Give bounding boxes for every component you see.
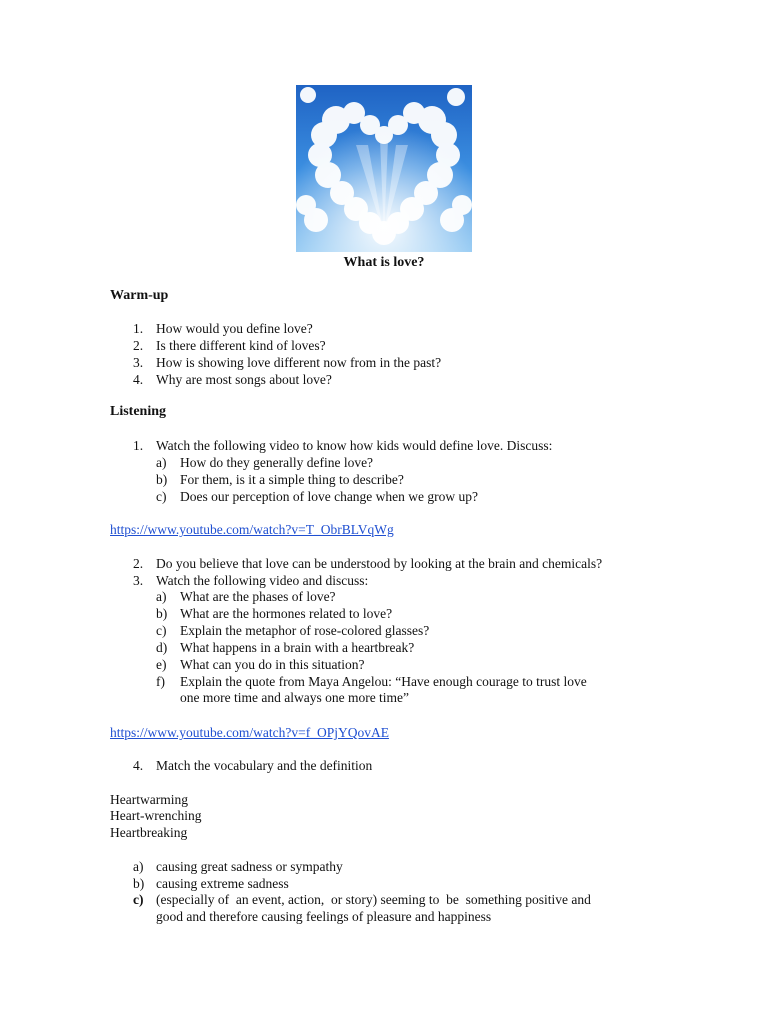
list-item: Why are most songs about love? <box>156 372 332 387</box>
section-heading-warmup: Warm-up <box>110 288 169 303</box>
sub-letter: b) <box>156 472 168 487</box>
sub-item: What are the phases of love? <box>180 589 336 604</box>
definition-letter: c) <box>133 892 144 907</box>
list-item: Watch the following video to know how kids would define love. Discuss: <box>156 438 553 453</box>
list-item: How would you define love? <box>156 321 313 336</box>
list-number: 2. <box>133 556 144 571</box>
list-number: 2. <box>133 338 144 353</box>
heart-clouds-image <box>296 85 472 252</box>
sub-letter: c) <box>156 623 167 638</box>
sub-item: Does our perception of love change when we grow up? <box>180 489 479 504</box>
list-number: 3. <box>133 355 144 370</box>
list-number: 4. <box>133 372 144 387</box>
sub-item: What happens in a brain with a heartbreak? <box>180 640 415 655</box>
list-item: Watch the following video and discuss: <box>156 573 369 588</box>
list-item: How is showing love different now from in the past? <box>156 355 442 370</box>
vocab-word: Heartbreaking <box>110 825 188 840</box>
vocab-word: Heart-wrenching <box>110 808 202 823</box>
video-link-1[interactable]: https://www.youtube.com/watch?v=T_ObrBLVqWg <box>110 522 394 537</box>
definition-letter: a) <box>133 859 144 874</box>
page-title: What is love? <box>343 255 425 270</box>
sub-letter: f) <box>156 674 165 689</box>
sub-item: What are the hormones related to love? <box>180 606 393 621</box>
sub-letter: e) <box>156 657 167 672</box>
vocab-word: Heartwarming <box>110 792 188 807</box>
definition-continuation: good and therefore causing feelings of pleasure and happiness <box>156 909 492 924</box>
sub-item: What can you do in this situation? <box>180 657 365 672</box>
sub-item: Explain the quote from Maya Angelou: “Have enough courage to trust love <box>180 674 587 689</box>
sub-letter: a) <box>156 589 167 604</box>
sub-letter: b) <box>156 606 168 621</box>
list-number: 3. <box>133 573 144 588</box>
list-item: Is there different kind of loves? <box>156 338 326 353</box>
sub-letter: c) <box>156 489 167 504</box>
list-item: Do you believe that love can be understood by looking at the brain and chemicals? <box>156 556 603 571</box>
video-link-2[interactable]: https://www.youtube.com/watch?v=f_OPjYQovAE <box>110 725 389 740</box>
sub-item: For them, is it a simple thing to describe? <box>180 472 404 487</box>
definition-letter: b) <box>133 876 145 891</box>
definition-item: (especially of an event, action, or story) seeming to be something positive and <box>156 892 591 907</box>
sub-item: Explain the metaphor of rose-colored glasses? <box>180 623 430 638</box>
sub-letter: d) <box>156 640 168 655</box>
list-item: Match the vocabulary and the definition <box>156 758 373 773</box>
definition-item: causing great sadness or sympathy <box>156 859 343 874</box>
list-number: 4. <box>133 758 144 773</box>
list-number: 1. <box>133 438 144 453</box>
sub-letter: a) <box>156 455 167 470</box>
sub-item-continuation: one more time and always one more time” <box>180 690 410 705</box>
definition-item: causing extreme sadness <box>156 876 289 891</box>
section-heading-listening: Listening <box>110 404 167 419</box>
list-number: 1. <box>133 321 144 336</box>
sub-item: How do they generally define love? <box>180 455 374 470</box>
